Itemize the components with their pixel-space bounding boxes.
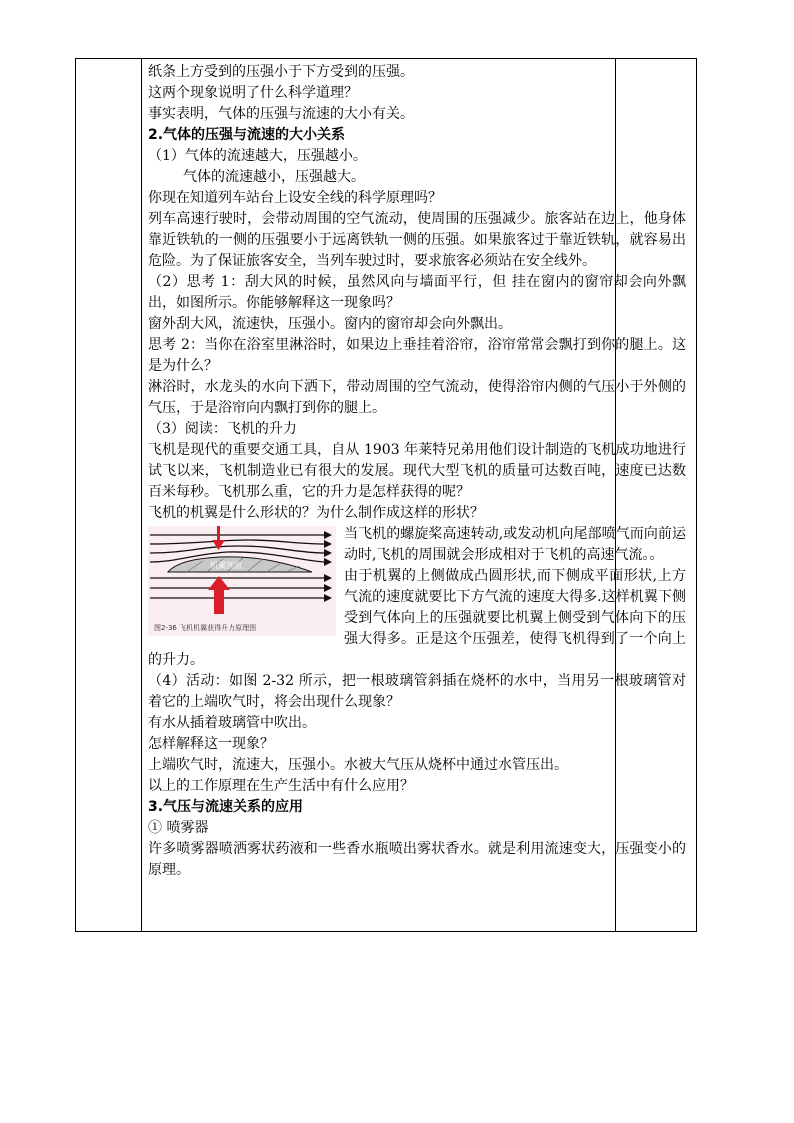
text-line: 纸条上方受到的压强小于下方受到的压强。 — [148, 64, 414, 80]
column-divider-left — [141, 59, 142, 931]
paragraph: （2）思考 1：刮大风的时候，虽然风向与墙面平行，但 挂在窗内的窗帘却会向外飘出，如图所示。你能够解释这一现象吗？ — [148, 274, 686, 311]
lesson-content — [148, 62, 686, 881]
paragraph: 思考 2：当你在浴室里淋浴时，如果边上垂挂着浴帘，浴帘常常会飘打到你的腿上。这是为什么？ — [148, 337, 686, 374]
figure-caption: 图2-36 飞机机翼获得升力原理图 — [154, 624, 257, 632]
figure-background — [148, 526, 336, 636]
paragraph: 淋浴时，水龙头的水向下洒下，带动周围的空气流动，使得浴帘内侧的气压小于外侧的气压，于是浴帘向内飘打到你的腿上。 — [148, 379, 686, 416]
text-line: 上端吹气时，流速大，压强小。水被大气压从烧杯中通过水管压出。 — [148, 757, 568, 773]
wing-figure-block — [148, 524, 686, 671]
wing-lift-diagram — [148, 526, 336, 636]
section-heading-2: 2.气体的压强与流速的大小关系 — [148, 127, 346, 143]
text-line: 气体的流速越小，压强越大。 — [183, 169, 365, 185]
text-line: 事实表明，气体的压强与流速的大小有关。 — [148, 106, 414, 122]
text-line: （3）阅读：飞机的升力 — [148, 421, 297, 437]
paragraph: 由于机翼的上侧做成凸圆形状,而下侧成平面形状,上方气流的速度就要比下方气流的速度大得多.这样机翼下侧受到气体向上的压强就要比机翼上侧受到气体向下的压强大得多。正是这个压强差，使得飞机得到了一个向上的升力。 — [148, 568, 686, 668]
page-table — [75, 58, 697, 932]
paragraph: 当飞机的螺旋桨高速转动,或发动机向尾部喷气而向前运动时,飞机的周围就会形成相对于飞机的高速气流。。 — [344, 526, 686, 563]
wing-lift-figure — [148, 526, 336, 636]
text-line: 窗外刮大风，流速快，压强小。窗内的窗帘却会向外飘出。 — [148, 316, 512, 332]
wing-label: 机翼剖面 — [210, 561, 242, 570]
text-line: ① 喷雾器 — [148, 820, 209, 836]
text-line: 这两个现象说明了什么科学道理？ — [148, 85, 358, 101]
text-line: 以上的工作原理在生产生活中有什么应用？ — [148, 778, 414, 794]
text-line: 怎样解释这一现象？ — [148, 736, 274, 752]
text-line: 你现在知道列车站台上设安全线的科学原理吗？ — [148, 190, 442, 206]
section-heading-3: 3.气压与流速关系的应用 — [148, 799, 304, 815]
paragraph: 飞机是现代的重要交通工具，自从 1903 年莱特兄弟用他们设计制造的飞机成功地进行试飞以来，飞机制造业已有很大的发展。现代大型飞机的质量可达数百吨，速度已达数百米每秒。飞机那么重，它的升力是怎样获得的呢？ — [148, 442, 686, 500]
text-line: （1）气体的流速越大，压强越小。 — [148, 148, 367, 164]
text-line: 有水从插着玻璃管中吹出。 — [148, 715, 316, 731]
text-line: 飞机的机翼是什么形状的？为什么制作成这样的形状？ — [148, 505, 484, 521]
paragraph: 列车高速行驶时，会带动周围的空气流动，使周围的压强减少。旅客站在边上，他身体靠近铁轨的一侧的压强要小于远离铁轨一侧的压强。如果旅客过于靠近铁轨，就容易出危险。为了保证旅客安全，当列车驶过时，要求旅客必须站在安全线外。 — [148, 211, 686, 269]
paragraph: （4）活动：如图 2-32 所示，把一根玻璃管斜插在烧杯的水中，当用另一根玻璃管对着它的上端吹气时，将会出现什么现象？ — [148, 673, 686, 710]
paragraph: 许多喷雾器喷洒雾状药液和一些香水瓶喷出雾状香水。就是利用流速变大，压强变小的原理。 — [148, 841, 686, 878]
